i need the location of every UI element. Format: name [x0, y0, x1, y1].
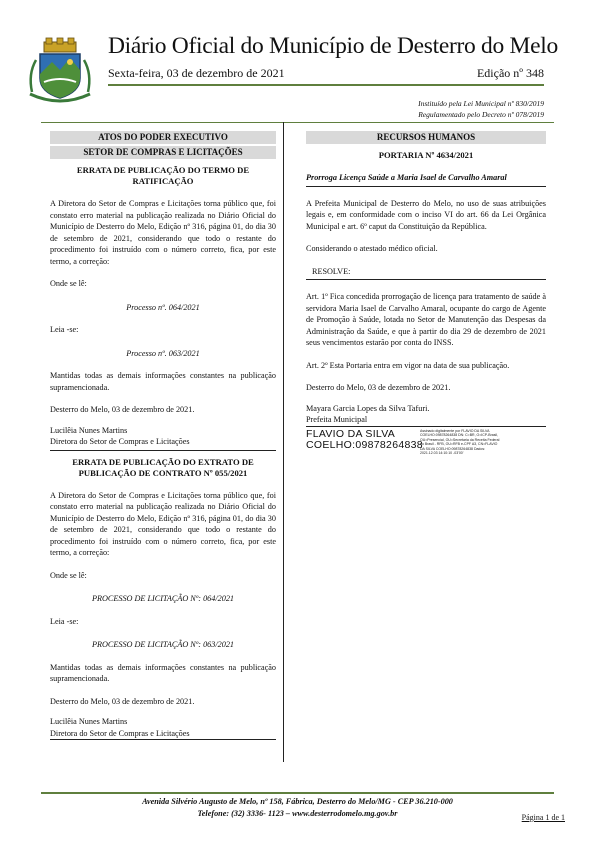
errata2-where-label: Onde se lê:: [50, 570, 87, 580]
ordinance-resolve: RESOLVE:: [312, 266, 351, 276]
ordinance-signer: Mayara Garcia Lopes da Silva Tafuri.: [306, 403, 430, 413]
signature-name-line2: COELHO:09878264838: [306, 439, 423, 451]
footer-phone: Telefone: (32) 3336- 1123 – www.desterrodomelo.mg.gov.br: [197, 809, 398, 818]
errata2-read-value: PROCESSO DE LICITAÇÃO Nº: 063/2021: [91, 640, 235, 649]
errata1-body: A Diretora do Setor de Compras e Licitações torna público que, foi constato erro material na publicação realizada no Diário Oficial do Município de Desterro do Melo, Edição nº 316, página 01, do dia 30 de setembro de 2021, considerando que todo o restante do procedimento foi instruído com o número correto, fica, por este termo, a correção:: [50, 199, 276, 266]
ordinance-signer-role: Prefeita Municipal: [306, 414, 546, 427]
header-rule: [108, 84, 544, 86]
errata-divider: [50, 450, 276, 451]
errata2-body: A Diretora do Setor de Compras e Licitações torna público que, foi constato erro material na publicação realizada no Diário Oficial do Município de Desterro do Melo, Edição nº 316, página 01, do dia 30 de setembro de 2021, considerando que todo o restante do procedimento foi instruído com o número correto, fica, por este termo, a correção:: [50, 490, 276, 557]
page-number: Página 1 de 1: [521, 813, 565, 822]
section-header-executive: ATOS DO PODER EXECUTIVO: [50, 131, 276, 144]
summary-divider: [306, 186, 546, 187]
errata1-signer-role: Diretora do Setor de Compras e Licitações: [50, 437, 190, 446]
ordinance-intro: A Prefeita Municipal de Desterro do Melo, no uso de suas atribuições legais e, em conformidade com o inciso VI do art. 66 da Lei Orgânica Municipal e art. 6º caput da Constituição da República.: [306, 198, 546, 231]
issue-line: [108, 66, 544, 81]
ordinance-art2: Art. 2º Esta Portaria entra em vigor na data de sua publicação.: [306, 360, 510, 370]
errata2-signer-role: Diretora do Setor de Compras e Licitações: [50, 728, 276, 741]
errata2-where-value: PROCESSO DE LICITAÇÃO Nº: 064/2021: [91, 594, 235, 603]
resolve-divider: [306, 279, 546, 280]
section-header-purchasing: SETOR DE COMPRAS E LICITAÇÕES: [50, 146, 276, 159]
errata2-signer: Lucilêia Nunes Martins: [50, 717, 128, 726]
errata1-where-value: Processo nº. 064/2021: [126, 302, 200, 312]
signature-name-block: [306, 427, 423, 452]
errata1-read-value: Processo nº. 063/2021: [126, 348, 200, 358]
errata1-place-date: Desterro do Melo, 03 de dezembro de 2021.: [50, 405, 195, 414]
ordinance-considering: Considerando o atestado médico oficial.: [306, 244, 438, 253]
right-column: [306, 122, 546, 456]
footer-address: Avenida Silvério Augusto de Melo, nº 158, Fábrica, Desterro do Melo/MG - CEP 36.210-000: [142, 797, 453, 806]
digital-signature: [306, 429, 546, 456]
edition-number: Edição nº 348: [476, 66, 544, 80]
errata1-maintained: Mantidas todas as demais informações constantes na publicação supramencionada.: [50, 371, 276, 392]
issue-date: Sexta-feira, 03 de dezembro de 2021: [108, 66, 285, 80]
header: [0, 0, 595, 125]
regulation-decree: Regulamentado pelo Decreto nº 078/2019: [418, 110, 544, 119]
institution-note: [418, 98, 544, 120]
instituted-law: Instituído pela Lei Municipal nº 830/2019: [418, 99, 544, 108]
signature-details: Assinado digitalmente por FLAVIO DA SILVA COELHO:09878264838 DN: C=BR, O=ICP-Brasil, OU=Presencial, OU=Secretaria da Receita Federal do Brasil - RFB, OU=RFB e-CPF A3, CN=FLAVIO DA SILVA COELHO:09878264838 Dados: 2021.12.03 14:10:10 -03'00': [420, 428, 500, 455]
footer-rule: [41, 792, 554, 794]
errata2-maintained: Mantidas todas as demais informações constantes na publicação supramencionada.: [50, 662, 276, 683]
ordinance-art1: Art. 1º Fica concedida prorrogação de licença para tratamento de saúde à servidora Maria Isael de Carvalho Amaral, ocupante do cargo de Agente de Promoção à Saúde, lotada no Setor de Manutenção das Despesas da Administração da Saúde, e que à partir do dia 29 de dezembro de 2021 seus vencimentos estarão por conta do INSS.: [306, 292, 546, 347]
ordinance-place-date: Desterro do Melo, 03 de dezembro de 2021.: [306, 383, 451, 392]
errata1-where-label: Onde se lê:: [50, 279, 87, 288]
errata2-place-date: Desterro do Melo, 03 de dezembro de 2021.: [50, 696, 195, 706]
errata1-read-label: Leia -se:: [50, 325, 79, 334]
newspaper-title: Diário Oficial do Município de Desterro do Melo: [108, 33, 558, 59]
errata2-read-label: Leia -se:: [50, 616, 79, 626]
ordinance-title: PORTARIA Nº 4634/2021: [378, 150, 474, 160]
coat-of-arms-icon: [24, 34, 96, 106]
errata2-title: ERRATA DE PUBLICAÇÃO DO EXTRATO DE PUBLICAÇÃO DE CONTRATO Nº 055/2021: [72, 456, 254, 478]
errata1-signer: Lucilêia Nunes Martins: [50, 425, 128, 435]
errata1-title: ERRATA DE PUBLICAÇÃO DO TERMO DE RATIFICAÇÃO: [76, 165, 250, 186]
left-column: [50, 122, 284, 762]
signature-name-line1: FLAVIO DA SILVA: [306, 427, 396, 440]
ordinance-summary: Prorroga Licença Saúde a Maria Isael de Carvalho Amaral: [306, 173, 507, 182]
section-header-hr: RECURSOS HUMANOS: [306, 131, 546, 144]
